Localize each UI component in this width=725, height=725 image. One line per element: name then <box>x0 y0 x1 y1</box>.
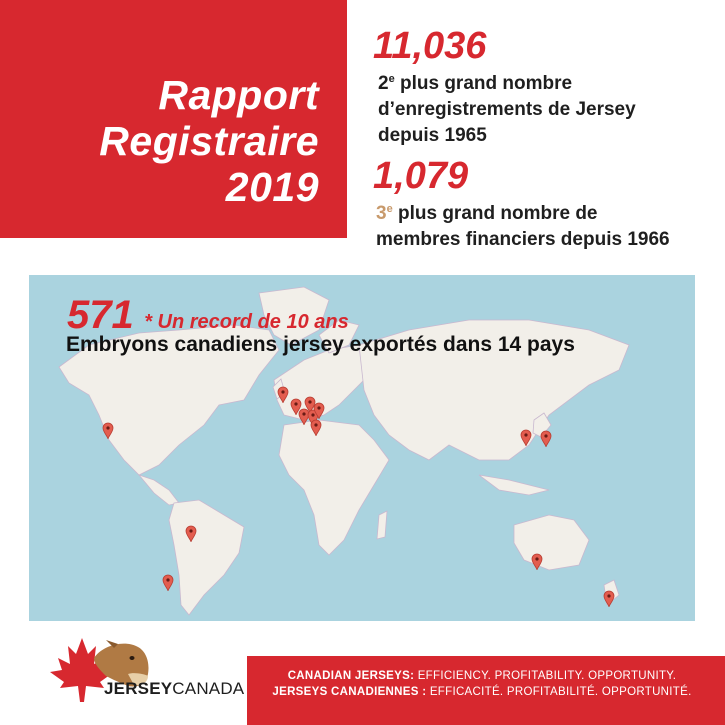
title-line-1: Rapport <box>158 72 319 118</box>
report-title <box>99 72 319 210</box>
map-number: 571 <box>67 293 134 337</box>
stat-line: plus grand nombre <box>399 73 573 94</box>
stat-registrations <box>373 26 636 149</box>
report-title-panel <box>0 0 347 238</box>
map-note: * Un record de 10 ans <box>144 311 349 333</box>
marker-pin-australia[interactable] <box>532 554 542 570</box>
stat-line: depuis 1965 <box>378 125 487 146</box>
stat-line: membres financiers depuis 1966 <box>376 229 670 250</box>
stat-number: 1,079 <box>373 155 469 197</box>
world-map <box>29 275 695 621</box>
rank-badge: 2e <box>378 73 395 94</box>
stat-description <box>373 196 670 253</box>
marker-pin-new-zealand[interactable] <box>604 591 614 607</box>
slogan-banner <box>247 656 725 725</box>
brand-name: JERSEYCANADA <box>104 679 245 698</box>
map-headline <box>67 295 349 335</box>
title-year: 2019 <box>225 164 319 210</box>
slogan-french: JERSEYS CANADIENNES : EFFICACITÉ. PROFITABILITÉ. OPPORTUNITÉ. <box>272 686 692 698</box>
stat-members <box>373 156 670 253</box>
map-subtitle: Embryons canadiens jersey exportés dans 14 pays <box>66 333 575 356</box>
slogan-english: CANADIAN JERSEYS: EFFICIENCY. PROFITABILITY. OPPORTUNITY. <box>287 670 677 682</box>
marker-pin-argentina[interactable] <box>163 575 173 591</box>
stat-description <box>373 66 636 149</box>
title-line-2: Registraire <box>99 118 319 164</box>
stat-line: d’enregistrements de Jersey <box>378 99 636 120</box>
stat-number: 11,036 <box>373 25 487 67</box>
rank-badge: 3e <box>376 203 393 224</box>
stat-line: plus grand nombre de <box>397 203 598 224</box>
marker-pin-japan-2[interactable] <box>541 431 551 447</box>
